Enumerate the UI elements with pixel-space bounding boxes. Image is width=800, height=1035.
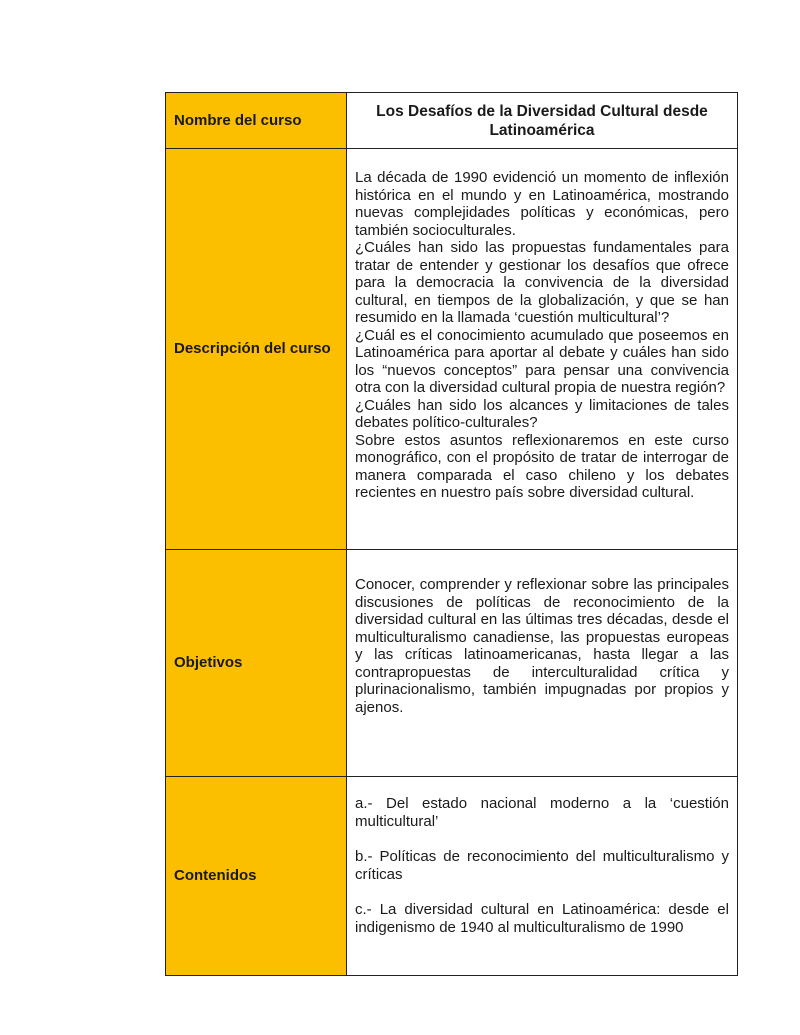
objectives-value (347, 550, 738, 777)
content-item: a.- Del estado nacional moderno a la ‘cuestión multicultural’ (355, 795, 729, 830)
course-description-row (166, 149, 738, 550)
content-item: b.- Políticas de reconocimiento del multiculturalismo y críticas (355, 848, 729, 883)
content-item: c.- La diversidad cultural en Latinoamérica: desde el indigenismo de 1940 al multiculturalismo de 1990 (355, 901, 729, 936)
course-info-table (165, 92, 738, 976)
course-description-value (347, 149, 738, 550)
objectives-label: Objetivos (166, 550, 347, 777)
description-paragraph: Sobre estos asuntos reflexionaremos en este curso monográfico, con el propósito de tratar de interrogar de manera comparada el caso chileno y los debates recientes en nuestro país sobre diversidad cultural. (355, 431, 729, 501)
course-description-label: Descripción del curso (166, 149, 347, 550)
contents-value (347, 777, 738, 976)
contents-row (166, 777, 738, 976)
course-name-value: Los Desafíos de la Diversidad Cultural desde Latinoamérica (347, 93, 738, 149)
description-paragraph: ¿Cuáles han sido las propuestas fundamentales para tratar de entender y gestionar los desafíos que ofrece para la democracia la convivencia de la diversidad cultural, en tiempos de la globalización, y que se han resumido en la llamada ‘cuestión multicultural’? (355, 239, 729, 326)
description-paragraph: La década de 1990 evidenció un momento de inflexión histórica en el mundo y en Latinoamérica, mostrando nuevas complejidades políticas y económicas, pero también socioculturales. (355, 169, 729, 239)
objectives-text: Conocer, comprender y reflexionar sobre las principales discusiones de políticas de reconocimiento de la diversidad cultural en las últimas tres décadas, desde el multiculturalismo canadiense, las propuestas europeas y las críticas latinoamericanas, hasta llegar a las contrapropuestas de interculturalidad crítica y plurinacionalismo, también impugnadas por propios y ajenos. (355, 576, 729, 716)
course-name-label: Nombre del curso (166, 93, 347, 149)
description-paragraph: ¿Cuáles han sido los alcances y limitaciones de tales debates político-culturales? (355, 396, 729, 431)
course-name-row (166, 93, 738, 149)
contents-label: Contenidos (166, 777, 347, 976)
description-paragraph: ¿Cuál es el conocimiento acumulado que poseemos en Latinoamérica para aportar al debate y cuáles han sido los “nuevos conceptos” para pensar una convivencia otra con la diversidad cultural propia de nuestra región? (355, 326, 729, 396)
objectives-row (166, 550, 738, 777)
